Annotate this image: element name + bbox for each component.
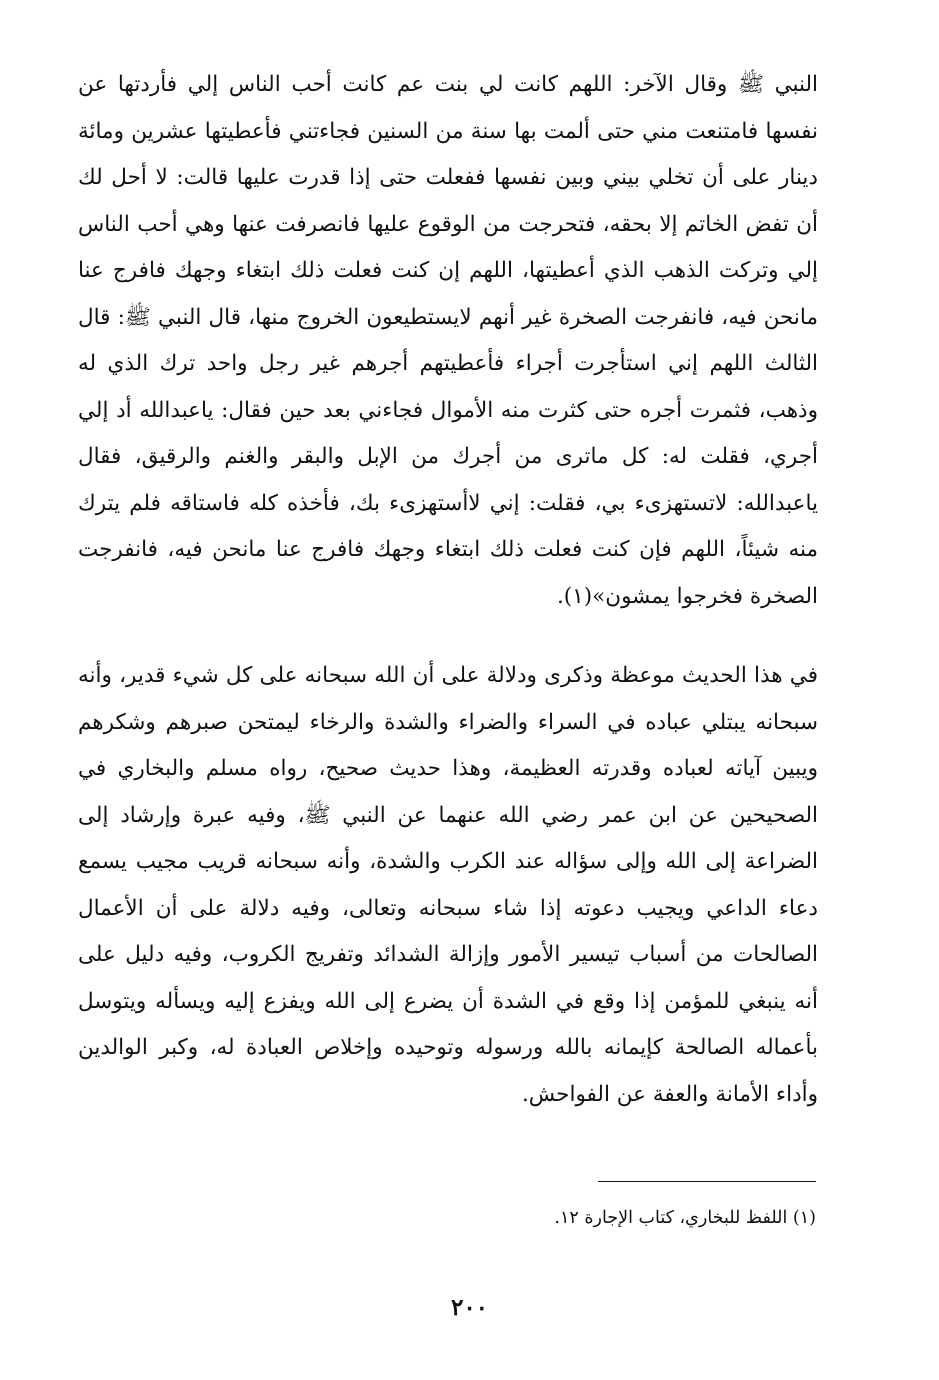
page-body: [78, 62, 818, 1118]
footnote-divider: [598, 1181, 816, 1182]
page-number: ٢٠٠: [450, 1294, 489, 1321]
paragraph-hadith-narration: النبي ﷺ وقال الآخر: اللهم كانت لي بنت عم كانت أحب الناس إلي فأردتها عن نفسها فامتنعت مني حتى ألمت بها سنة من السنين فجاءتني فأعطيتها عشرين ومائة دينار على أن تخلي بيني وبين نفسها ففعلت حتى إذا قدرت عليها قالت: لا أحل لك أن تفض الخاتم إلا بحقه، فتحرجت من الوقوع عليها فانصرفت عنها وهي أحب الناس إلي وتركت الذهب الذي أعطيتها، اللهم إن كنت فعلت ذلك ابتغاء وجهك فافرج عنا مانحن فيه، فانفرجت الصخرة غير أنهم لايستطيعون الخروج منها، قال النبي ﷺ: قال الثالث اللهم إني استأجرت أجراء فأعطيتهم أجرهم غير رجل واحد ترك الذي له وذهب، فثمرت أجره حتى كثرت منه الأموال فجاءني بعد حين فقال: ياعبدالله أد إلي أجري، فقلت له: كل ماترى من أجرك من الإبل والبقر والغنم والرقيق، فقال ياعبدالله: لاتستهزىء بي، فقلت: إني لاأستهزىء بك، فأخذه كله فاستاقه فلم يترك منه شيئاً، اللهم فإن كنت فعلت ذلك ابتغاء وجهك فافرج عنا مانحن فيه، فانفرجت الصخرة فخرجوا يمشون»(١).: [78, 72, 818, 609]
paragraph-commentary: في هذا الحديث موعظة وذكرى ودلالة على أن الله سبحانه على كل شيء قدير، وأنه سبحانه يبتلي عباده في السراء والضراء والشدة والرخاء ليمتحن صبرهم وشكرهم ويبين آياته لعباده وقدرته العظيمة، وهذا حديث صحيح، رواه مسلم والبخاري في الصحيحين عن ابن عمر رضي الله عنهما عن النبي ﷺ، وفيه عبرة وإرشاد إلى الضراعة إلى الله وإلى سؤاله عند الكرب والشدة، وأنه سبحانه قريب مجيب يسمع دعاء الداعي ويجيب دعوته إذا شاء سبحانه وتعالى، وفيه دلالة على أن الأعمال الصالحات من أسباب تيسير الأمور وإزالة الشدائد وتفريج الكروب، وفيه دليل على أنه ينبغي للمؤمن إذا وقع في الشدة أن يضرع إلى الله ويفزع إليه ويسأله ويتوسل بأعماله الصالحة كإيمانه بالله ورسوله وتوحيده وإخلاص العبادة له، وكبر الوالدين وأداء الأمانة والعفة عن الفواحش.: [78, 663, 818, 1107]
footnote: (١) اللفظ للبخاري، كتاب الإجارة ١٢.: [554, 1208, 816, 1228]
